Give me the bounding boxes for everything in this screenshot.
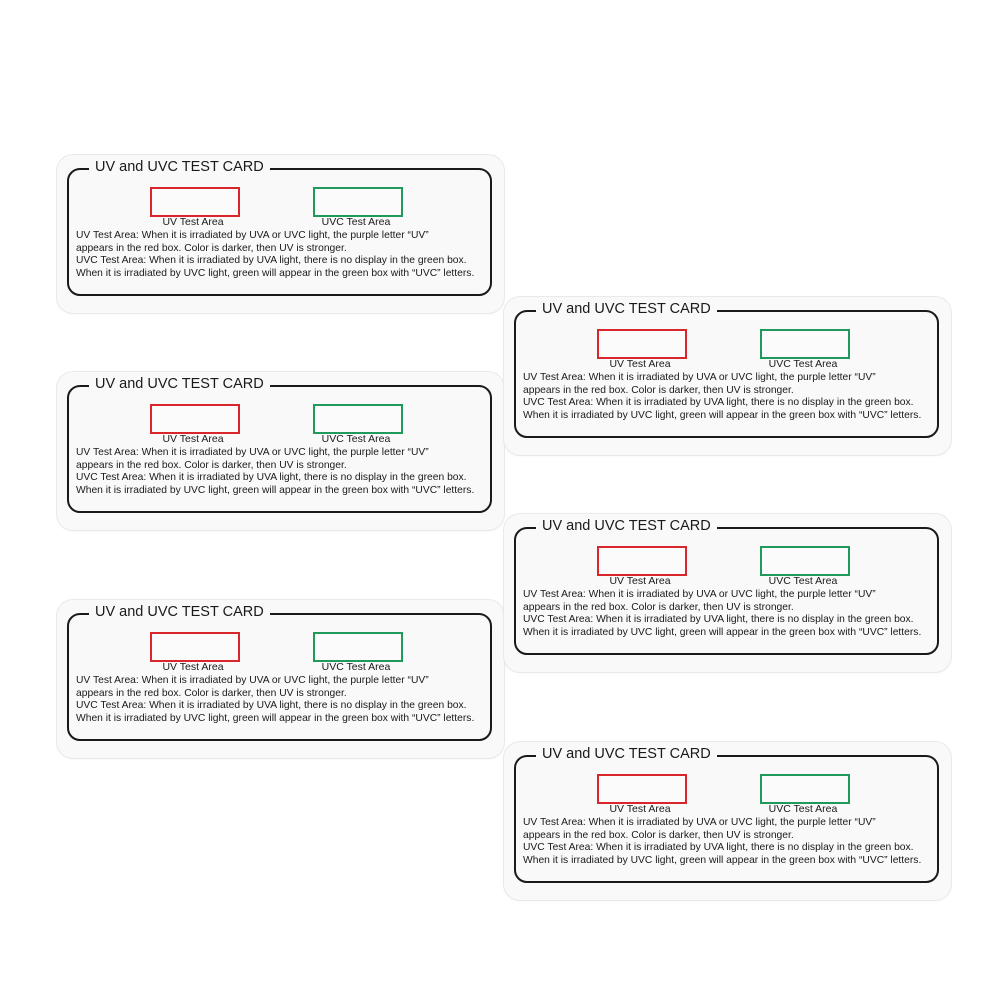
description-line: UVC Test Area: When it is irradiated by UVA light, there is no display in the green box. <box>76 255 467 267</box>
uvc-test-area-box <box>760 774 850 804</box>
description-line: UVC Test Area: When it is irradiated by UVA light, there is no display in the green box. <box>523 397 914 409</box>
uvc-test-area-box <box>760 329 850 359</box>
uv-test-area-box <box>597 329 687 359</box>
description-line: UV Test Area: When it is irradiated by UVA or UVC light, the purple letter “UV” <box>523 589 876 600</box>
description-line: When it is irradiated by UVC light, green will appear in the green box with “UVC” letters. <box>76 484 475 496</box>
description-line: UV Test Area: When it is irradiated by UVA or UVC light, the purple letter “UV” <box>523 372 876 383</box>
uv-test-area-box <box>597 774 687 804</box>
card-title: UV and UVC TEST CARD <box>536 517 717 535</box>
description-line: When it is irradiated by UVC light, green will appear in the green box with “UVC” letters. <box>523 854 922 866</box>
uv-test-card <box>504 514 951 672</box>
description-line: UV Test Area: When it is irradiated by UVA or UVC light, the purple letter “UV” <box>76 675 429 686</box>
uv-test-area-box <box>150 404 240 434</box>
uv-test-area-box <box>150 632 240 662</box>
card-title: UV and UVC TEST CARD <box>536 745 717 763</box>
uv-test-card <box>57 155 504 313</box>
card-title: UV and UVC TEST CARD <box>89 603 270 621</box>
description-line: UVC Test Area: When it is irradiated by UVA light, there is no display in the green box. <box>76 700 467 712</box>
uvc-test-area-box <box>313 632 403 662</box>
uvc-test-area-label: UVC Test Area <box>321 216 391 228</box>
card-description <box>523 589 933 639</box>
uv-test-card <box>504 297 951 455</box>
description-line: When it is irradiated by UVC light, green will appear in the green box with “UVC” letters. <box>523 626 922 638</box>
card-description <box>76 675 486 725</box>
description-line: UVC Test Area: When it is irradiated by UVA light, there is no display in the green box. <box>76 472 467 484</box>
uvc-test-area-label: UVC Test Area <box>321 433 391 445</box>
card-title: UV and UVC TEST CARD <box>536 300 717 318</box>
description-line: appears in the red box. Color is darker, then UV is stronger. <box>523 384 794 396</box>
card-description <box>76 447 486 497</box>
uvc-test-area-box <box>313 404 403 434</box>
uvc-test-area-label: UVC Test Area <box>321 661 391 673</box>
description-line: When it is irradiated by UVC light, green will appear in the green box with “UVC” letters. <box>523 409 922 421</box>
uv-test-area-label: UV Test Area <box>162 661 224 673</box>
uv-test-area-box <box>150 187 240 217</box>
description-line: UV Test Area: When it is irradiated by UVA or UVC light, the purple letter “UV” <box>76 230 429 241</box>
uvc-test-area-label: UVC Test Area <box>768 575 838 587</box>
uv-test-area-box <box>597 546 687 576</box>
uv-test-card <box>57 600 504 758</box>
card-description <box>76 230 486 280</box>
uv-test-card <box>57 372 504 530</box>
description-line: appears in the red box. Color is darker, then UV is stronger. <box>76 459 347 471</box>
uv-test-card <box>504 742 951 900</box>
card-description <box>523 817 933 867</box>
uvc-test-area-label: UVC Test Area <box>768 358 838 370</box>
uvc-test-area-box <box>760 546 850 576</box>
card-title: UV and UVC TEST CARD <box>89 158 270 176</box>
card-title: UV and UVC TEST CARD <box>89 375 270 393</box>
description-line: UV Test Area: When it is irradiated by UVA or UVC light, the purple letter “UV” <box>523 817 876 828</box>
uv-test-area-label: UV Test Area <box>609 358 671 370</box>
description-line: UVC Test Area: When it is irradiated by UVA light, there is no display in the green box. <box>523 614 914 626</box>
description-line: UVC Test Area: When it is irradiated by UVA light, there is no display in the green box. <box>523 842 914 854</box>
uv-test-area-label: UV Test Area <box>162 216 224 228</box>
uv-test-area-label: UV Test Area <box>162 433 224 445</box>
description-line: UV Test Area: When it is irradiated by UVA or UVC light, the purple letter “UV” <box>76 447 429 458</box>
uv-test-area-label: UV Test Area <box>609 803 671 815</box>
uvc-test-area-box <box>313 187 403 217</box>
description-line: appears in the red box. Color is darker, then UV is stronger. <box>76 242 347 254</box>
description-line: When it is irradiated by UVC light, green will appear in the green box with “UVC” letters. <box>76 267 475 279</box>
uv-test-area-label: UV Test Area <box>609 575 671 587</box>
description-line: appears in the red box. Color is darker, then UV is stronger. <box>523 829 794 841</box>
card-description <box>523 372 933 422</box>
description-line: appears in the red box. Color is darker, then UV is stronger. <box>76 687 347 699</box>
uvc-test-area-label: UVC Test Area <box>768 803 838 815</box>
description-line: When it is irradiated by UVC light, green will appear in the green box with “UVC” letters. <box>76 712 475 724</box>
description-line: appears in the red box. Color is darker, then UV is stronger. <box>523 601 794 613</box>
